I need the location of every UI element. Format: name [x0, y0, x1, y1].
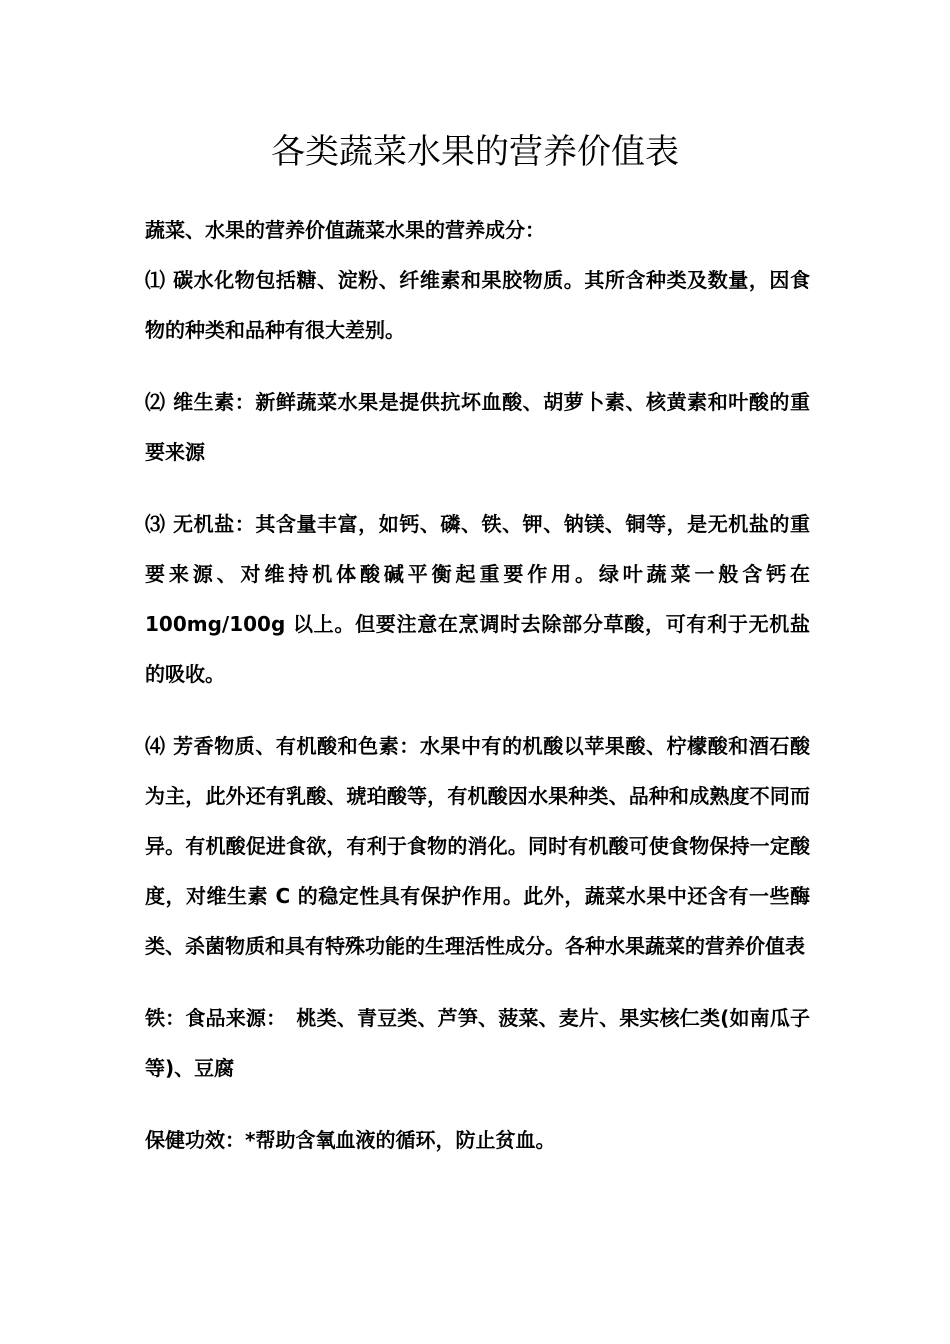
- paragraph-carbohydrates: ⑴ 碳水化物包括糖、淀粉、纤维素和果胶物质。其所含种类及数量，因食物的种类和品种有很大差别。: [145, 268, 810, 342]
- document-title: 各类蔬菜水果的营养价值表: [271, 132, 679, 172]
- paragraph-health-benefits: 保健功效：*帮助含氧血液的循环，防止贫血。: [145, 1128, 556, 1152]
- paragraph-vitamins: ⑵ 维生素：新鲜蔬菜水果是提供抗坏血酸、胡萝卜素、核黄素和叶酸的重要来源: [145, 390, 810, 464]
- intro-heading: 蔬菜、水果的营养价值蔬菜水果的营养成分：: [145, 218, 545, 242]
- paragraph-iron-sources: 铁：食品来源： 桃类、青豆类、芦笋、菠菜、麦片、果实核仁类(如南瓜子等)、豆腐: [145, 1006, 810, 1080]
- document-body: [145, 205, 810, 1165]
- paragraph-minerals: ⑶ 无机盐：其含量丰富，如钙、磷、铁、钾、钠镁、铜等，是无机盐的重要来源、对维持机体酸碱平衡起重要作用。绿叶蔬菜一般含钙在 100mg/100g 以上。但要注意在烹调时去除部分草酸，可有利于无机盐的吸收。: [145, 512, 810, 686]
- paragraph-aromatics-acids: ⑷ 芳香物质、有机酸和色素：水果中有的机酸以苹果酸、柠檬酸和酒石酸为主，此外还有乳酸、琥珀酸等，有机酸因水果种类、品种和成熟度不同而异。有机酸促进食欲，有利于食物的消化。同时有机酸可使食物保持一定酸度，对维生素 C 的稳定性具有保护作用。此外，蔬菜水果中还含有一些酶类、杀菌物质和具有特殊功能的生理活性成分。各种水果蔬菜的营养价值表: [145, 734, 810, 958]
